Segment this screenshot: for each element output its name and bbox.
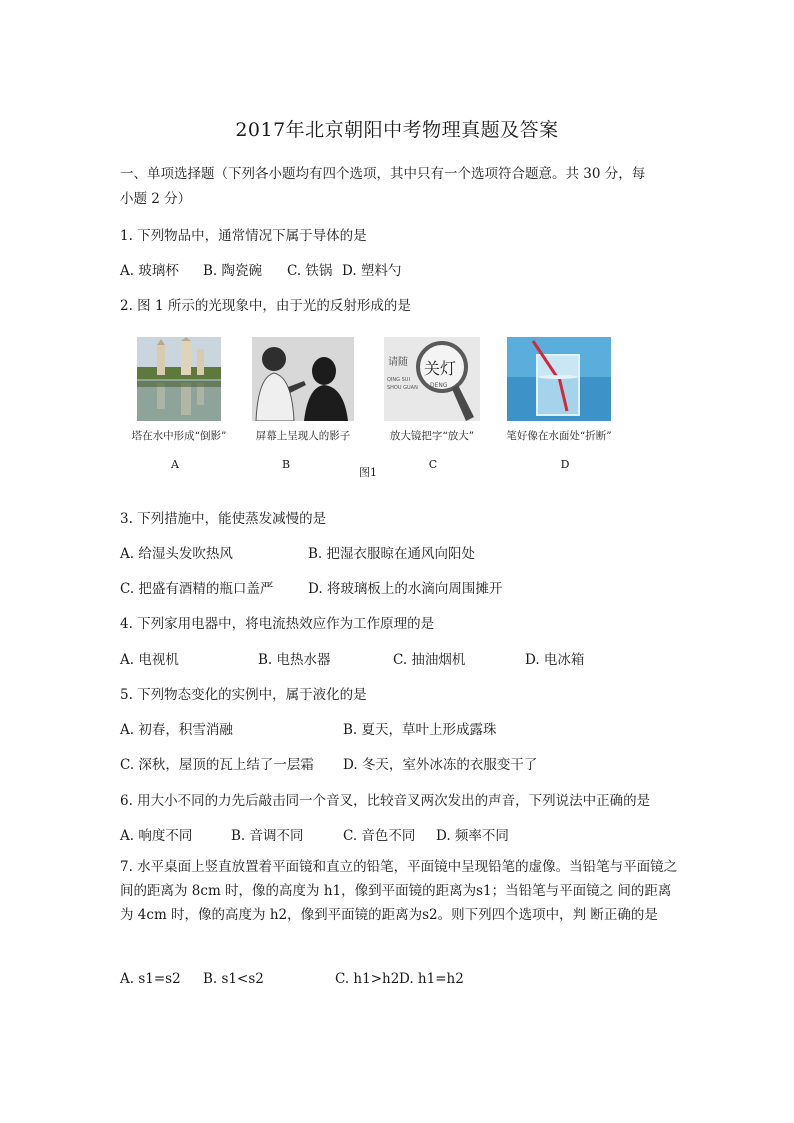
q7-option-c: C. h1>h2: [335, 971, 400, 987]
figure-b-caption: 屏幕上呈现人的影子: [255, 430, 351, 442]
q5-option-a: A. 初春，积雪消融: [120, 722, 233, 738]
magnifier-text-3: SHOU GUAN: [387, 385, 418, 391]
q4-option-c: C. 抽油烟机: [393, 652, 466, 668]
q6-option-c: C. 音色不同: [343, 828, 416, 844]
question-1: 1. 下列物品中，通常情况下属于导体的是: [120, 228, 367, 244]
q1-option-c: C. 铁锅: [287, 263, 333, 279]
figure-d-letter: D: [560, 458, 570, 471]
figure-b-shadow: [252, 337, 354, 421]
figure-a-caption: 塔在水中形成“倒影”: [131, 430, 227, 442]
q7-option-b: B. s1<s2: [203, 971, 264, 987]
section-heading-line2: 小题 2 分）: [120, 191, 192, 207]
q3-option-d: D. 将玻璃板上的水滴向周围摊开: [308, 581, 503, 597]
question-3: 3. 下列措施中，能使蒸发减慢的是: [120, 511, 327, 527]
q1-option-a: A. 玻璃杯: [120, 263, 179, 279]
q4-option-d: D. 电冰箱: [525, 652, 585, 668]
figure-a-letter: A: [171, 458, 179, 471]
figure-c-letter: C: [428, 458, 438, 471]
section-heading-line1: 一、单项选择题（下列各小题均有四个选项，其中只有一个选项符合题意。共 30 分，每: [120, 166, 646, 182]
figure-d-pencil-in-water: [507, 337, 611, 421]
q3-option-b: B. 把湿衣服晾在通风向阳处: [308, 546, 476, 562]
q5-option-b: B. 夏天，草叶上形成露珠: [343, 722, 497, 738]
q4-option-a: A. 电视机: [120, 652, 179, 668]
q4-option-b: B. 电热水器: [258, 652, 331, 668]
q7-option-d: D. h1=h2: [399, 971, 464, 987]
q1-option-b: B. 陶瓷碗: [203, 263, 263, 279]
question-7: 7. 水平桌面上竖直放置着平面镜和直立的铅笔，平面镜中呈现铅笔的虚像。当铅笔与平面镜之间的距离为 8cm 时，像的高度为 h1，像到平面镜的距离为s1；当铅笔与平面镜之 间的距离为 4cm 时，像的高度为 h2，像到平面镜的距离为s2。则下列四个选项中，判 断正确的是: [120, 859, 678, 923]
page-title: 2017年北京朝阳中考物理真题及答案: [235, 119, 559, 141]
magnifier-text-4: DENG: [430, 382, 448, 389]
q5-option-d: D. 冬天，室外冰冻的衣服变干了: [343, 757, 538, 773]
magnifier-text-1: 请随: [388, 357, 408, 368]
figure-b-letter: B: [281, 458, 291, 471]
question-4: 4. 下列家用电器中，将电流热效应作为工作原理的是: [120, 616, 435, 632]
magnifier-text-2: QING SUI: [387, 377, 410, 383]
q6-option-d: D. 频率不同: [436, 828, 509, 844]
question-2: 2. 图 1 所示的光现象中，由于光的反射形成的是: [120, 298, 411, 314]
q6-option-b: B. 音调不同: [231, 828, 304, 844]
figure-d-caption: 笔好像在水面处“折断”: [506, 430, 612, 442]
question-6: 6. 用大小不同的力先后敲击同一个音叉，比较音叉两次发出的声音，下列说法中正确的是: [120, 793, 651, 809]
q7-option-a: A. s1=s2: [120, 971, 181, 987]
q6-option-a: A. 响度不同: [120, 828, 193, 844]
figure-c-caption: 放大镜把字“放大”: [389, 430, 475, 442]
question-5: 5. 下列物态变化的实例中，属于液化的是: [120, 687, 367, 703]
figure-label: 图1: [359, 466, 377, 479]
q3-option-c: C. 把盛有酒精的瓶口盖严: [120, 581, 274, 597]
q3-option-a: A. 给湿头发吹热风: [120, 546, 233, 562]
figure-a-pagoda-reflection: [137, 337, 221, 421]
figure-c-magnifier: [384, 337, 480, 421]
q5-option-c: C. 深秋，屋顶的瓦上结了一层霜: [120, 757, 314, 773]
q1-option-d: D. 塑料勺: [342, 263, 402, 279]
magnifier-text-big: 关灯: [424, 359, 457, 378]
